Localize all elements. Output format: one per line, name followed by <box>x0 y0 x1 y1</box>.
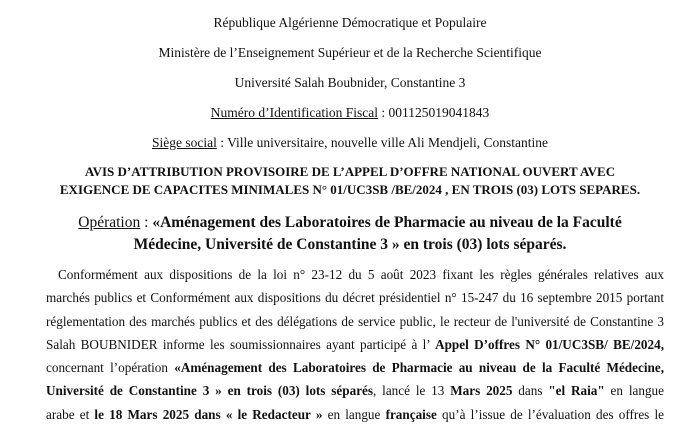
fiscal-id-line <box>0 105 700 121</box>
body-line-5-text: concernant l’opération <box>46 360 175 376</box>
head-office-line <box>0 135 700 151</box>
launch-date-1: Mars 2025 <box>450 383 513 399</box>
dans-text: dans <box>512 383 549 399</box>
notice-title-line-2: EXIGENCE DE CAPACITES MINIMALES N° 01/UC3SB /BE/2024 , EN TROIS (03) LOTS SEPARES. <box>59 182 641 197</box>
notice-title-line-1: AVIS D’ATTRIBUTION PROVISOIRE DE L’APPEL D’OFFRE NATIONAL OUVERT AVEC <box>84 164 616 179</box>
french-language: française <box>385 406 437 422</box>
body-line-6 <box>46 379 664 402</box>
university-reference: Université de Constantine 3 » <box>46 383 222 399</box>
operation-reference: «Aménagement des Laboratoires de Pharmacie au niveau de la Faculté Médecine, <box>174 360 664 376</box>
arabe-text: arabe et <box>46 406 95 422</box>
ministry-line: Ministère de l’Enseignement Supérieur et de la Recherche Scientifique <box>158 45 542 60</box>
body-line-2: marchés publics et Conformément aux dispositions du décret présidentiel n° 15-247 du 16 septembre 2015 portant <box>46 290 664 306</box>
body-line-5 <box>46 356 664 379</box>
university-line: Université Salah Boubnider, Constantine 3 <box>234 75 466 90</box>
operation-label: Opération <box>78 214 141 231</box>
launch-date-2: le 18 Mars 2025 dans « le Redacteur » <box>94 406 323 422</box>
body-line-4-text: Salah BOUBNIDER informe les soumissionnaires ayant participé à l’ <box>46 336 436 352</box>
operation-line-1 <box>0 212 700 234</box>
fiscal-id-value: : 001125019041843 <box>377 105 490 120</box>
newspaper-el-raia: "el Raia" <box>548 383 605 399</box>
evaluation-text: qu’à l’issue de l’évaluation des offres le <box>436 406 664 422</box>
body-line-3: réglementation des marchés publics et des délégations de service public, le recteur de l'université de Constantine 3 <box>46 313 664 329</box>
operation-title-1: «Aménagement des Laboratoires de Pharmacie au niveau de la Faculté <box>152 214 622 231</box>
operation-sep: : <box>140 214 153 231</box>
body-paragraph <box>46 263 664 426</box>
lots-reference: en trois (03) lots séparés <box>221 383 374 399</box>
body-line-7 <box>46 403 664 426</box>
fiscal-id-label: Numéro d’Identification Fiscal <box>210 105 378 120</box>
head-office-value: : Ville universitaire, nouvelle ville Ali Mendjeli, Constantine <box>216 135 548 150</box>
body-line-1: Conformément aux dispositions de la loi n° 23-12 du 5 août 2023 fixant les règles générales relatives aux <box>58 267 664 282</box>
operation-line-2: Médecine, Université de Constantine 3 » en trois (03) lots séparés. <box>133 236 567 253</box>
language-text: en langue <box>604 383 664 399</box>
republic-line: République Algérienne Démocratique et Populaire <box>213 15 487 30</box>
body-line-4 <box>46 333 664 356</box>
tender-reference: Appel D’offres N° 01/UC3SB/ BE/2024, <box>435 336 664 352</box>
langue-text: en langue <box>322 406 386 422</box>
head-office-label: Siège social <box>152 135 217 150</box>
launch-text: , lancé le 13 <box>373 383 451 399</box>
